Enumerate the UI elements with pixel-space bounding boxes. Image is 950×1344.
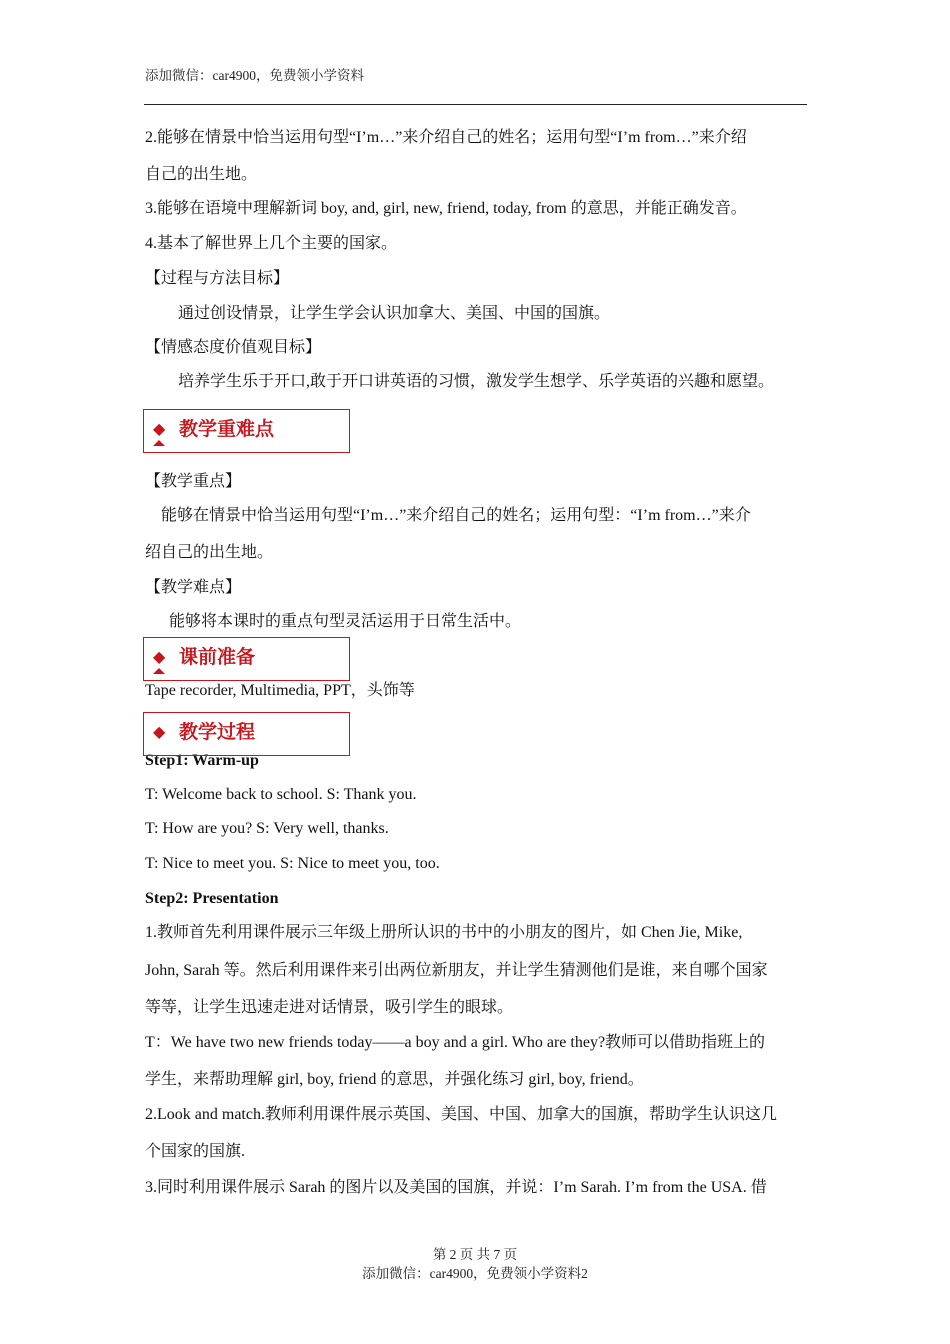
step2-heading: Step2: Presentation [145, 890, 279, 907]
triangle-icon [153, 440, 165, 446]
section-preparation [143, 637, 350, 681]
section-title: 课前准备 [179, 646, 256, 668]
objective-3: 3.能够在语境中理解新词 boy, and, girl, new, friend, today, from 的意思，并能正确发音。 [145, 200, 747, 217]
presentation-2-line-2: 个国家的国旗. [145, 1143, 246, 1160]
key-heading: 【教学重点】 [145, 473, 242, 490]
dialog-line-1: T: Welcome back to school. S: Thank you. [145, 786, 417, 803]
presentation-1-line-2: John, Sarah 等。然后利用课件来引出两位新朋友，并让学生猜测他们是谁，来自哪个国家 [145, 962, 768, 979]
presentation-1-line-1: 1.教师首先利用课件展示三年级上册所认识的书中的小朋友的图片，如 Chen Jie, Mike, [145, 924, 743, 941]
presentation-1-line-5: 学生，来帮助理解 girl, boy, friend 的意思，并强化练习 girl, boy, friend。 [145, 1071, 644, 1088]
presentation-3-line-1: 3.同时利用课件展示 Sarah 的图片以及美国的国旗，并说：I’m Sarah. I’m from the USA. 借 [145, 1179, 767, 1196]
footer-text: 添加微信：car4900，免费领小学资料2 [362, 1266, 588, 1281]
triangle-icon [153, 668, 165, 674]
diamond-icon: ◆ [153, 647, 166, 666]
step1-heading: Step1: Warm-up [145, 752, 259, 769]
section-title: 教学过程 [179, 721, 256, 743]
diamond-icon: ◆ [153, 419, 166, 438]
page-number: 第 2 页 共 7 页 [432, 1247, 518, 1262]
objective-2-line-1: 2.能够在情景中恰当运用句型“I’m…”来介绍自己的姓名；运用句型“I’m from…”来介绍 [145, 129, 747, 146]
presentation-1-line-4: T：We have two new friends today——a boy and a girl. Who are they?教师可以借助指班上的 [145, 1034, 766, 1051]
key-text-line-2: 绍自己的出生地。 [145, 544, 274, 561]
diamond-icon: ◆ [153, 722, 166, 741]
header-divider [144, 104, 807, 105]
presentation-2-line-1: 2.Look and match.教师利用课件展示英国、美国、中国、加拿大的国旗，帮助学生认识这几 [145, 1106, 777, 1123]
key-text-line-1: 能够在情景中恰当运用句型“I’m…”来介绍自己的姓名；运用句型：“I’m from…”来介 [161, 507, 751, 524]
difficult-text: 能够将本课时的重点句型灵活运用于日常生活中。 [169, 613, 522, 630]
dialog-line-2: T: How are you? S: Very well, thanks. [145, 820, 389, 837]
process-goal-text: 通过创设情景，让学生学会认识加拿大、美国、中国的国旗。 [178, 305, 611, 322]
objective-2-line-2: 自己的出生地。 [145, 166, 258, 183]
presentation-1-line-3: 等等，让学生迅速走进对话情景，吸引学生的眼球。 [145, 999, 514, 1016]
objective-4: 4.基本了解世界上几个主要的国家。 [145, 235, 398, 252]
header-text: 添加微信：car4900，免费领小学资料 [145, 68, 364, 83]
process-goal-heading: 【过程与方法目标】 [145, 270, 290, 287]
preparation-text: Tape recorder, Multimedia, PPT，头饰等 [145, 682, 415, 699]
emotion-goal-heading: 【情感态度价值观目标】 [145, 339, 322, 356]
dialog-line-3: T: Nice to meet you. S: Nice to meet you, too. [145, 855, 440, 872]
section-title: 教学重难点 [179, 418, 275, 440]
section-key-points [143, 409, 350, 453]
emotion-goal-text: 培养学生乐于开口,敢于开口讲英语的习惯，激发学生想学、乐学英语的兴趣和愿望。 [178, 373, 775, 390]
difficult-heading: 【教学难点】 [145, 579, 242, 596]
section-process [143, 712, 350, 756]
